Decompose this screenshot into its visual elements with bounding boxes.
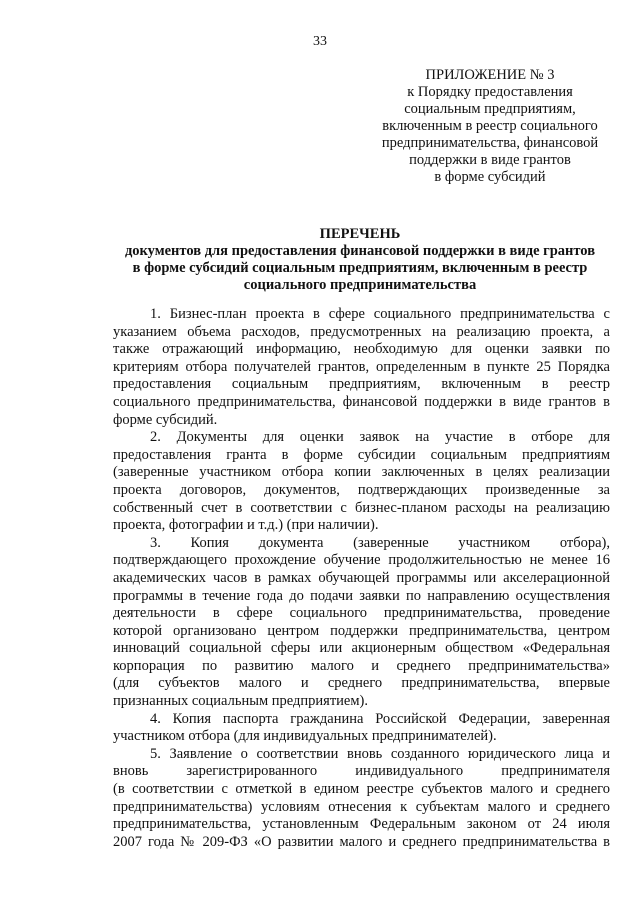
title-subtitle-line: социального предпринимательства [243,277,477,293]
paragraph-line: предпринимательства, установленным Федеральным законом от 24 июля [113,816,610,833]
paragraph-line: (заверенные участником отбора копии заключенных в целях реализации [113,464,610,481]
paragraph-line: 2007 года № 209-ФЗ «О развитии малого и среднего предпринимательства в [113,833,610,850]
appendix-line: социальным предприятиям, [404,101,576,117]
paragraph-line: 1. Бизнес-план проекта в сфере социального предпринимательства с [150,306,610,322]
paragraph-line: проекта, фотографии и т.д.) (при наличии). [113,517,379,534]
paragraph-item-5 [113,746,610,852]
document-body [113,306,610,851]
document-title [100,226,620,294]
paragraph-line: 2. Документы для оценки заявок на участие в отборе для [150,429,610,446]
appendix-line: ПРИЛОЖЕНИЕ № 3 [425,67,555,83]
appendix-line: предпринимательства, финансовой [381,135,599,151]
paragraph-line: 5. Заявление о соответствии вновь созданного юридического лица и [150,745,610,762]
paragraph-line: 3. Копия документа (заверенные участником отбора), [150,534,610,551]
paragraph-line: которой организовано центром поддержки предпринимательства, центром [113,622,610,639]
paragraph-line: вновь зарегистрированного индивидуального предпринимателя [113,763,610,780]
paragraph-line: предоставления социальным предприятиям, включенным в реестр [113,376,610,393]
paragraph-line: деятельности в сфере социального предпринимательства, проведение [113,605,610,622]
paragraph-line: социального предпринимательства, финансовой поддержки в виде грантов в [113,393,610,410]
paragraph-line: инноваций социальной сферы или акционерным обществом «Федеральная [113,640,610,657]
paragraph-item-1 [113,306,610,429]
paragraph-line: собственный счет в соответствии с бизнес-планом расходы на реализацию [113,499,610,516]
paragraph-line: корпорация по развитию малого и среднего предпринимательства» [113,657,610,674]
paragraph-line: (для субъектов малого и среднего предпринимательства, впервые [113,675,610,692]
appendix-line: поддержки в виде грантов [409,152,571,168]
title-subtitle-line: документов для предоставления финансовой поддержки в виде грантов [124,243,596,259]
paragraph-line: предоставления гранта в форме субсидии социальным предприятиям [113,446,610,463]
paragraph-line: программы в течение года до подачи заявки по направлению осуществления [113,587,610,604]
paragraph-item-2 [113,429,610,535]
paragraph-line: участником отбора (для индивидуальных предпринимателей). [113,728,497,745]
paragraph-line: (в соответствии с отметкой в едином реестре субъектов малого и среднего [113,781,610,798]
paragraph-line: указанием объема расходов, предусмотренных на реализацию проекта, а [113,323,610,340]
paragraph-line: предпринимательства) условиям отнесения к субъектам малого и среднего [113,798,610,815]
title-heading: ПЕРЕЧЕНЬ [319,226,401,242]
paragraph-line: академических часов в рамках обучающей программы или акселерационной [113,569,610,586]
appendix-header [372,67,608,186]
paragraph-line: подтверждающего прохождение обучение продолжительностью не менее 16 [113,552,610,569]
paragraph-line: признанных социальным предприятием). [113,693,368,710]
paragraph-line: форме субсидий. [113,411,218,428]
appendix-line: в форме субсидий [434,169,546,185]
paragraph-line: 4. Копия паспорта гражданина Российской Федерации, заверенная [150,710,610,727]
appendix-line: включенным в реестр социального [382,118,598,134]
title-subtitle-line: в форме субсидий социальным предприятиям, включенным в реестр [132,260,588,276]
paragraph-line: также отражающий информацию, необходимую для оценки заявки по [113,341,610,358]
page-number: 33 [313,34,327,49]
paragraph-item-3 [113,535,610,711]
paragraph-item-4 [113,711,610,746]
paragraph-line: проекта договоров, документов, подтверждающих произведенные за [113,481,610,498]
appendix-line: к Порядку предоставления [407,84,573,100]
paragraph-line: критериям отбора получателей грантов, определенным в пункте 25 Порядка [113,358,610,375]
